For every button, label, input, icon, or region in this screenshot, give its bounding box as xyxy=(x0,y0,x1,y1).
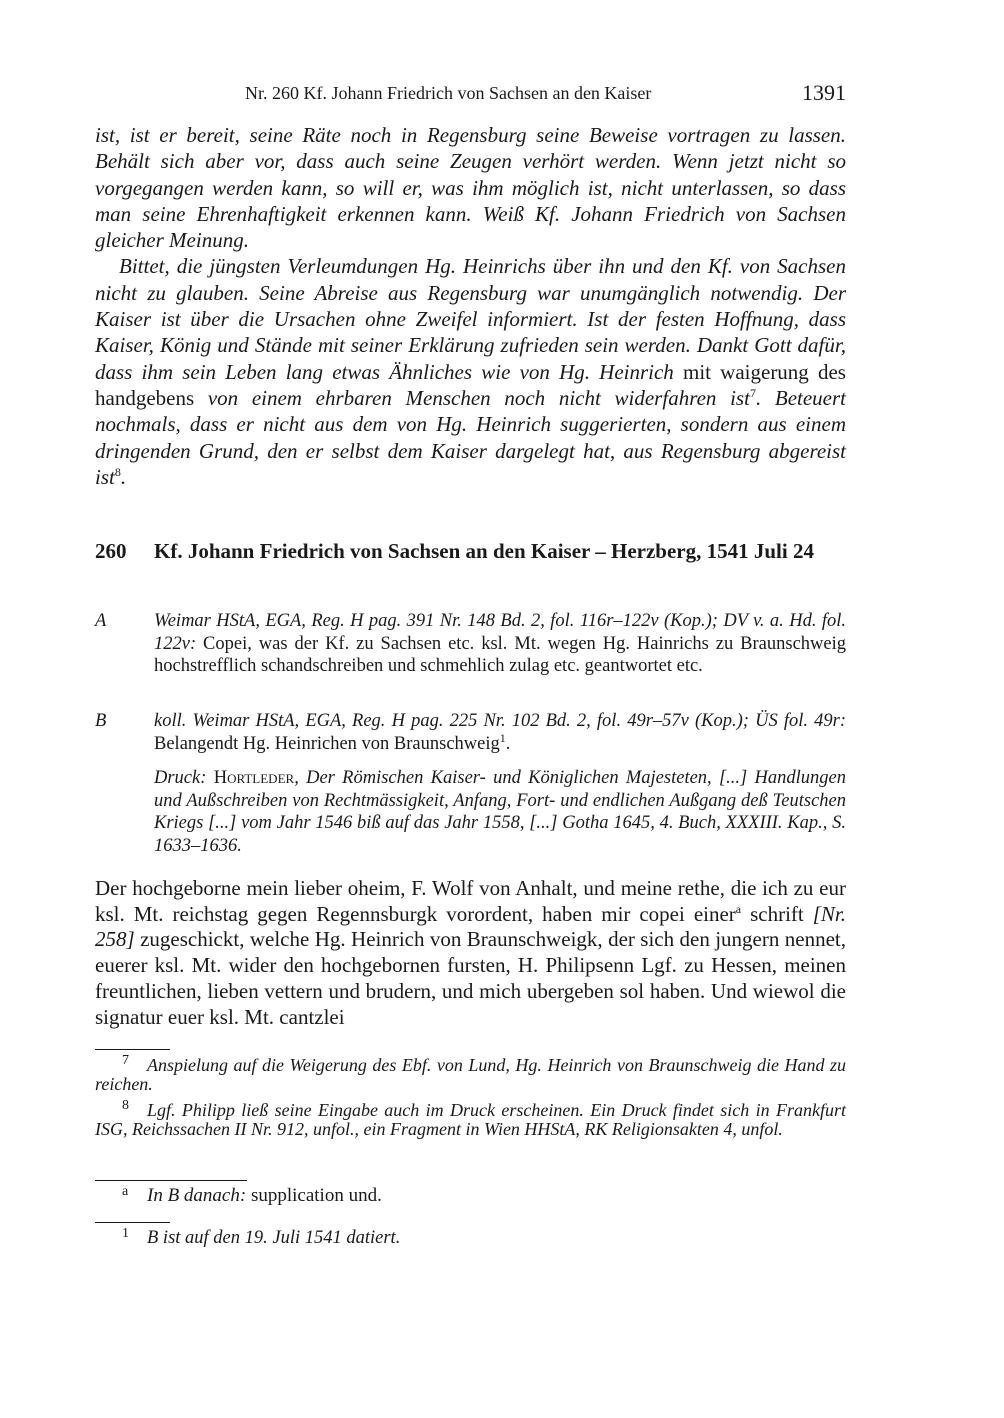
document-heading xyxy=(95,538,846,594)
summary-paragraph-2 xyxy=(95,253,846,490)
previous-document-summary xyxy=(95,122,846,490)
source-text xyxy=(154,710,846,755)
source-label: B xyxy=(95,711,107,731)
footnote-8 xyxy=(95,1098,846,1139)
main-text xyxy=(95,876,846,1030)
print-label: Druck: xyxy=(154,768,207,788)
doc-footnote-1 xyxy=(95,1226,846,1248)
footnote-mark: 1 xyxy=(122,1226,129,1241)
source-text xyxy=(154,610,846,678)
main-text-part: zugeschickt, welche Hg. Heinrich von Braunschweigk, der sich den jungern nennet, euerer ksl. Mt. wider den hochgebornen fursten, H. Philipsenn Lgf. zu Hessen, meinen freuntlichen, lieben vettern und brudern, und mich ubergeben sol haben. Und wiewol die signatur euer ksl. Mt. cantzlei xyxy=(95,927,846,1029)
summary-paragraph-1: ist, ist er bereit, seine Räte noch in Regensburg seine Beweise vortragen zu lassen. Behält sich aber vor, dass auch seine Zeugen verhört werden. Wenn jetzt nicht so vorgegangen werden kann, so will er, was ihm möglich ist, nicht unterlassen, so dass man seine Ehrenhaftigkeit erkennen kann. Weiß Kf. Johann Friedrich von Sachsen gleicher Meinung. xyxy=(95,123,846,253)
source-quote: Copei, was der Kf. zu Sachsen etc. ksl. Mt. wegen Hg. Hainrichs zu Braunschweig hochstrefflich schandschreiben und schmehlich zulag etc. geantwortet etc. xyxy=(154,633,846,676)
document-title: Kf. Johann Friedrich von Sachsen an den Kaiser – Herzberg, 1541 Juli 24 xyxy=(154,539,814,563)
apparatus-reading: supplication und. xyxy=(246,1185,382,1206)
punctuation: . xyxy=(505,733,511,754)
footnote-mark: 7 xyxy=(122,1053,129,1068)
print-text xyxy=(154,767,846,857)
apparatus-note-a xyxy=(95,1185,846,1207)
footnote-7 xyxy=(95,1053,846,1094)
source-archive: Weimar HStA, EGA, Reg. H pag. 391 Nr. 148 Bd. 2, fol. 116r–122v (Kop.); DV v. a. Hd. fol. 122v: xyxy=(154,611,846,654)
apparatus-italic: In B danach: xyxy=(147,1185,247,1206)
document-number: 260 xyxy=(95,539,127,563)
apparatus-ref-a[interactable]: a xyxy=(735,901,742,916)
footnote-text: B ist auf den 19. Juli 1541 datiert. xyxy=(147,1228,401,1248)
source-a xyxy=(95,610,846,702)
source-archive: koll. Weimar HStA, EGA, Reg. H pag. 225 Nr. 102 Bd. 2, fol. 49r–57v (Kop.); ÜS fol. 49r: xyxy=(154,711,846,731)
footnote-text: Lgf. Philipp ließ seine Eingabe auch im Druck erscheinen. Ein Druck findet sich in Frankfurt ISG, Reichssachen II Nr. 912, unfol., ein Fragment in Wien HHStA, RK Religionsakten 4, unfol. xyxy=(95,1100,846,1139)
main-text-part: Der hochgeborne mein lieber oheim, F. Wolf von Anhalt, und meine rethe, die ich zu eur ksl. Mt. reichstag gegen Regennsburgk vorordent, haben mir copei einer xyxy=(95,876,846,926)
cross-reference[interactable]: [Nr. 258] xyxy=(95,901,847,952)
source-label: A xyxy=(95,611,107,631)
footnote-ref-7[interactable]: 7 xyxy=(749,385,756,400)
print-title: , Der Römischen Kaiser- und Königlichen Majesteten, [...] Handlungen und Außschreiben von Rechtmässigkeit, Anfang, Fort- und endlichen Außgang deß Teutschen Kriegs [...] vom Jahr 1546 biß auf das Jahr 1558, [...] Gotha 1645, 4. Buch, XXXIII. Kap., S. 1633–1636. xyxy=(154,768,847,856)
page-number: 1391 xyxy=(802,80,846,105)
print-author: Hortleder xyxy=(213,768,295,788)
summary-text: . Beteuert nochmals, dass er nicht aus dem von Hg. Heinrich suggerierten, sondern aus einem dringenden Grund, den er selbst dem Kaiser dargelegt hat, aus Regensburg abgereist ist xyxy=(95,385,846,489)
summary-text: Bittet, die jüngsten Verleumdungen Hg. Heinrichs über ihn und den Kf. von Sachsen nicht zu glauben. Seine Abreise aus Regensburg war unumgänglich notwendig. Der Kaiser ist über die Ursachen ohne Zweifel informiert. Ist der festen Hoffnung, dass Kaiser, König und Stände mit seiner Erklärung zufrieden sein werden. Dankt Gott dafür, dass ihm sein Leben lang etwas Ähnliches wie von Hg. Heinrich xyxy=(95,254,846,384)
source-b xyxy=(95,710,846,758)
running-head xyxy=(95,80,846,106)
apparatus-mark: a xyxy=(122,1184,129,1199)
main-text-part: schrift xyxy=(741,901,813,926)
summary-text: . xyxy=(120,464,127,489)
footnote-ref-1[interactable]: 1 xyxy=(499,730,506,745)
apparatus-text xyxy=(95,1185,846,1207)
source-quote: Belangendt Hg. Heinrichen von Braunschweig xyxy=(154,733,500,754)
apparatus-rule xyxy=(95,1180,247,1181)
running-title: Nr. 260 Kf. Johann Friedrich von Sachsen an den Kaiser xyxy=(245,83,652,103)
print-reference xyxy=(95,767,846,859)
footnote-ref-8[interactable]: 8 xyxy=(114,464,121,479)
footnote-text: Anspielung auf die Weigerung des Ebf. von Lund, Hg. Heinrich von Braunschweig die Hand zu reichen. xyxy=(95,1055,846,1094)
footnote-mark: 8 xyxy=(122,1098,129,1113)
doc-footnote-rule xyxy=(95,1222,170,1223)
summary-text: von einem ehrbaren Menschen noch nicht widerfahren ist xyxy=(207,385,750,410)
quoted-phrase: mit waigerung des handgebens xyxy=(95,359,846,410)
footnote-rule xyxy=(95,1049,170,1050)
